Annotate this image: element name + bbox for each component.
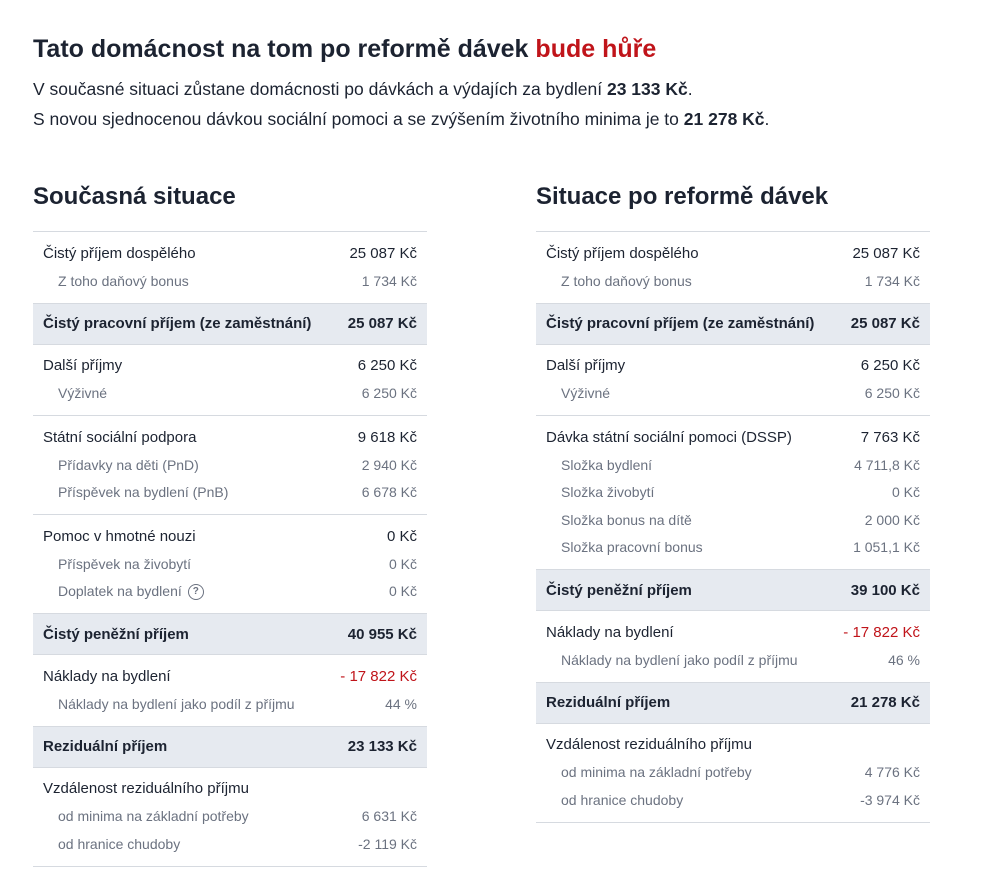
living-component-row <box>536 479 930 507</box>
residual-distance-group <box>33 768 427 867</box>
housing-costs-group <box>33 655 427 727</box>
row-value: 4 711,8 Kč <box>854 456 920 473</box>
row-value: 0 Kč <box>388 555 417 572</box>
row-label: Vzdálenost reziduálního příjmu <box>43 780 249 797</box>
row-value: 44 % <box>385 695 417 712</box>
row-value: 1 734 Kč <box>864 272 920 289</box>
housing-share-row <box>33 690 427 718</box>
housing-component-row <box>536 451 930 479</box>
row-label: od minima na základní potřeby <box>561 764 752 781</box>
row-value: 2 000 Kč <box>864 511 920 528</box>
state-support-group <box>33 416 427 515</box>
row-label: Čistý příjem dospělého <box>43 244 196 262</box>
summary-line2-value: 21 278 Kč <box>683 109 765 129</box>
row-value: 25 087 Kč <box>349 244 417 262</box>
work-income-row <box>536 304 930 345</box>
row-label: Z toho daňový bonus <box>561 272 692 289</box>
row-label: Složka bydlení <box>561 456 653 473</box>
material-need-row <box>33 522 427 550</box>
summary-text <box>33 74 953 134</box>
row-label: Čistý příjem dospělého <box>546 244 699 262</box>
child-bonus-component-row <box>536 506 930 534</box>
after-reform-table <box>536 231 930 823</box>
other-income-group <box>33 345 427 417</box>
tax-bonus-row <box>536 267 930 295</box>
row-label: Reziduální příjem <box>43 738 168 755</box>
row-label: Výživné <box>58 385 108 402</box>
row-value: -2 119 Kč <box>358 835 417 852</box>
row-label: Další příjmy <box>546 357 626 374</box>
row-label: Státní sociální podpora <box>43 428 197 446</box>
net-money-income-row <box>33 614 427 655</box>
row-value: -3 974 Kč <box>860 791 920 808</box>
dssp-row <box>536 423 930 451</box>
summary-line2-prefix: S novou sjednocenou dávkou sociální pomoci a se zvýšením životního minima je to <box>33 109 679 129</box>
row-label: Další příjmy <box>43 357 123 374</box>
row-value: 25 087 Kč <box>852 244 920 262</box>
row-label: Výživné <box>561 385 611 402</box>
row-value: 7 763 Kč <box>860 428 920 446</box>
question-circle-icon[interactable]: ? <box>188 584 204 600</box>
row-label: Čistý pracovní příjem (ze zaměstnání) <box>546 315 815 332</box>
distance-minimum-row <box>33 803 427 831</box>
row-value: 46 % <box>888 651 920 668</box>
row-label: Vzdálenost reziduálního příjmu <box>546 736 752 753</box>
row-label: Složka živobytí <box>561 484 655 501</box>
row-label: Složka bonus na dítě <box>561 511 692 528</box>
current-situation-table <box>33 231 427 867</box>
row-value: 21 278 Kč <box>850 694 920 711</box>
row-label: Náklady na bydlení <box>546 623 674 641</box>
work-income-row <box>33 304 427 345</box>
headline-prefix: Tato domácnost na tom po reformě dávek <box>33 35 529 63</box>
row-label: Čistý peněžní příjem <box>43 625 189 643</box>
row-value: 1 051,1 Kč <box>853 539 920 556</box>
alimony-row <box>536 380 930 408</box>
row-label: Čistý peněžní příjem <box>546 581 692 599</box>
row-label: Reziduální příjem <box>546 694 671 711</box>
row-label: od hranice chudoby <box>58 835 181 852</box>
row-value: 23 133 Kč <box>347 738 417 755</box>
row-label: Čistý pracovní příjem (ze zaměstnání) <box>43 315 312 332</box>
housing-allowance-row <box>33 479 427 507</box>
row-value: - 17 822 Kč <box>843 623 920 641</box>
headline <box>33 30 953 68</box>
residual-distance-row <box>536 731 930 759</box>
current-situation-title: Současná situace <box>33 183 236 210</box>
living-allowance-row <box>33 550 427 578</box>
row-label: Příspěvek na živobytí <box>58 555 192 572</box>
summary-line1-value: 23 133 Kč <box>606 79 688 99</box>
distance-poverty-row <box>536 786 930 814</box>
row-value: 1 734 Kč <box>361 272 417 289</box>
housing-supplement-row <box>33 578 427 606</box>
housing-costs-row <box>536 618 930 646</box>
row-label: Příspěvek na bydlení (PnB) <box>58 484 229 501</box>
material-need-group <box>33 515 427 614</box>
headline-accent: bude hůře <box>535 35 657 63</box>
row-label: od minima na základní potřeby <box>58 808 249 825</box>
row-value: 0 Kč <box>891 484 920 501</box>
net-money-income-row <box>536 570 930 611</box>
summary-header <box>33 30 953 134</box>
row-value: 9 618 Kč <box>357 428 417 446</box>
row-label: Z toho daňový bonus <box>58 272 189 289</box>
row-label: Doplatek na bydlení <box>58 582 182 599</box>
row-label: Náklady na bydlení jako podíl z příjmu <box>58 695 295 712</box>
row-value: 6 250 Kč <box>357 357 417 374</box>
row-value: 6 250 Kč <box>361 385 417 402</box>
row-value: 6 250 Kč <box>864 385 920 402</box>
row-value: 6 250 Kč <box>860 357 920 374</box>
work-bonus-component-row <box>536 534 930 562</box>
row-value: 0 Kč <box>386 527 417 545</box>
current-situation-panel <box>33 178 427 867</box>
summary-line2-suffix: . <box>764 109 770 129</box>
dssp-group <box>536 416 930 570</box>
housing-costs-row <box>33 662 427 690</box>
row-label: Dávka státní sociální pomoci (DSSP) <box>546 428 792 446</box>
residual-income-row <box>33 727 427 768</box>
row-value: 25 087 Kč <box>850 315 920 332</box>
residual-distance-row <box>33 775 427 803</box>
row-value: - 17 822 Kč <box>340 667 417 685</box>
row-value: 6 678 Kč <box>361 484 417 501</box>
state-support-row <box>33 423 427 451</box>
housing-costs-group <box>536 611 930 683</box>
row-label: Přídavky na děti (PnD) <box>58 456 199 473</box>
summary-line1-prefix: V současné situaci zůstane domácnosti po dávkách a výdajích za bydlení <box>33 79 603 99</box>
housing-share-row <box>536 646 930 674</box>
row-label: Náklady na bydlení <box>43 667 171 685</box>
housing-supplement-label-wrap <box>58 583 204 600</box>
row-label: Pomoc v hmotné nouzi <box>43 527 196 545</box>
other-income-row <box>33 352 427 380</box>
row-value: 25 087 Kč <box>347 315 417 332</box>
income-group <box>33 232 427 304</box>
distance-poverty-row <box>33 830 427 858</box>
distance-minimum-row <box>536 759 930 787</box>
residual-income-row <box>536 683 930 724</box>
row-value: 0 Kč <box>388 583 417 600</box>
row-label: Náklady na bydlení jako podíl z příjmu <box>561 651 798 668</box>
summary-line1-suffix: . <box>687 79 693 99</box>
row-value: 39 100 Kč <box>850 581 920 599</box>
row-value: 4 776 Kč <box>864 764 920 781</box>
income-row <box>536 239 930 267</box>
residual-distance-group <box>536 724 930 823</box>
row-value: 40 955 Kč <box>347 625 417 643</box>
row-label: od hranice chudoby <box>561 791 684 808</box>
after-reform-panel <box>536 178 930 823</box>
row-value: 2 940 Kč <box>361 456 417 473</box>
child-allowance-row <box>33 451 427 479</box>
row-value: 6 631 Kč <box>361 808 417 825</box>
tax-bonus-row <box>33 267 427 295</box>
alimony-row <box>33 380 427 408</box>
income-row <box>33 239 427 267</box>
income-group <box>536 232 930 304</box>
other-income-row <box>536 352 930 380</box>
other-income-group <box>536 345 930 417</box>
row-label: Složka pracovní bonus <box>561 539 703 556</box>
after-reform-title: Situace po reformě dávek <box>536 183 829 210</box>
